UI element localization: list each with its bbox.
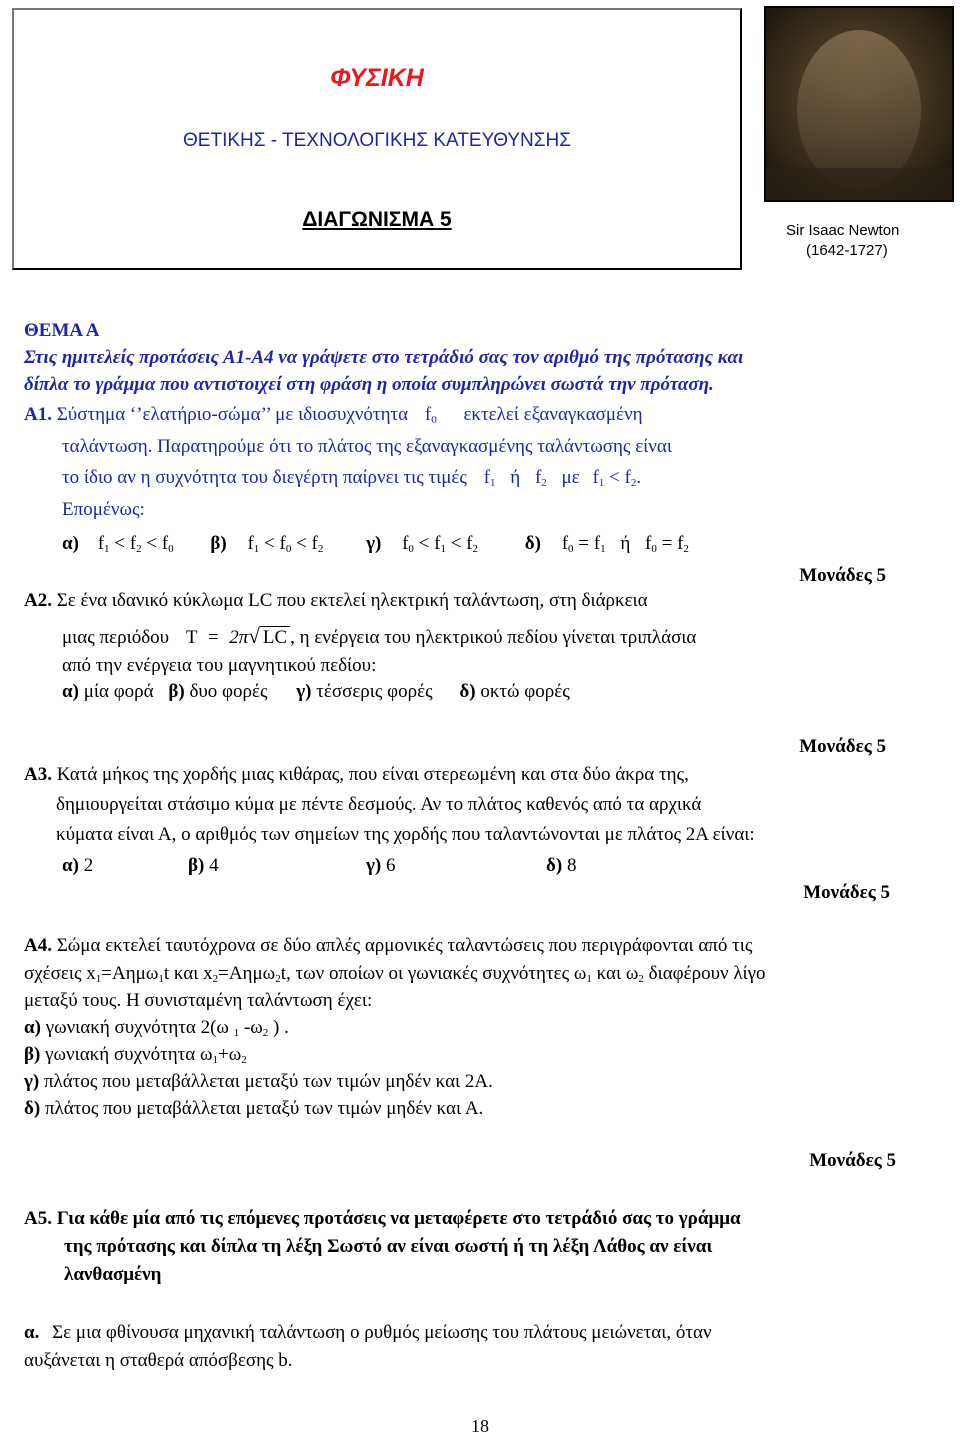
theme-heading: ΘΕΜΑ Α <box>24 320 100 341</box>
a1-opt-c-label: γ) <box>366 533 382 554</box>
a2-label: Α2. <box>24 590 52 611</box>
a1-therefore: Επομένως: <box>62 499 145 520</box>
a2-line2: μιας περιόδου T = 2π√ LC , η ενέργεια του ηλεκτρικού πεδίου γίνεται τριπλάσια <box>62 624 697 648</box>
a1-options <box>62 533 689 555</box>
a5-item-line1: α. Σε μια φθίνουσα μηχανική ταλάντωση ο ρυθμός μείωσης του πλάτους μειώνεται, όταν <box>24 1322 712 1343</box>
a2-opt-c: τέσσερις φορές <box>316 681 433 702</box>
a5-line2: της πρότασης και δίπλα τη λέξη Σωστό αν είναι σωστή ή τη λέξη Λάθος αν είναι <box>64 1236 713 1257</box>
a1-opt-a: $f_1 < f_2 < f_0$ <box>97 533 174 555</box>
a2-line1: Α2. Σε ένα ιδανικό κύκλωμα LC που εκτελεί ηλεκτρική ταλάντωση, στη διάρκεια <box>24 590 648 611</box>
a3-line1: Α3. Κατά μήκος της χορδής μιας κιθάρας, που είναι στερεωμένη και στα δύο άκρα της, <box>24 764 689 785</box>
subject-title: ΦΥΣΙΚΗ <box>330 64 424 92</box>
a2-opt-a: μία φορά <box>83 681 154 702</box>
a1-line1 <box>24 404 643 426</box>
a4-marks: Μονάδες 5 <box>809 1150 896 1171</box>
a1-f0: $f_0$ <box>424 404 437 426</box>
a4-opt-d: δ) πλάτος που μεταβάλλεται μεταξύ των τιμών μηδέν και Α. <box>24 1098 484 1119</box>
a3-opt-d-wrap: δ) 8 <box>546 855 577 876</box>
a2-options: α) μία φορά β) δυο φορές γ) τέσσερις φορές δ) οκτώ φορές <box>62 681 570 702</box>
title-box <box>12 8 742 270</box>
a4-line3: μεταξύ τους. Η συνισταμένη ταλάντωση έχει: <box>24 990 373 1011</box>
period-formula: T = 2π√ LC <box>186 627 290 648</box>
a3-opt-c-wrap: γ) 6 <box>366 855 396 876</box>
a1-opt-d: $f_0 = f_1$ ή $f_0 = f_2$ <box>561 533 689 555</box>
a3-opt-d: 8 <box>566 855 577 876</box>
a3-opt-c: 6 <box>385 855 396 876</box>
portrait-image <box>764 6 954 202</box>
a1-opt-c: $f_0 < f_1 < f_2$ <box>402 533 479 555</box>
a3-line2: δημιουργείται στάσιμο κύμα με πέντε δεσμούς. Αν το πλάτος καθενός από τα αρχικά <box>56 794 702 815</box>
a5-line3: λανθασμένη <box>64 1264 162 1285</box>
a4-opt-b: β) γωνιακή συχνότητα $\omega_1+\omega_2$ <box>24 1044 247 1066</box>
a5-item-label: α. <box>24 1322 40 1343</box>
a1-opt-b: $f_1 < f_0 < f_2$ <box>247 533 324 555</box>
a4-opt-c: γ) πλάτος που μεταβάλλεται μεταξύ των τιμών μηδέν και 2Α. <box>24 1071 493 1092</box>
a3-opt-b: 4 <box>209 855 219 876</box>
a1-line1-text-end: εκτελεί εξαναγκασμένη <box>463 404 643 425</box>
a2-line3: από την ενέργεια του μαγνητικού πεδίου: <box>62 655 377 676</box>
direction-subtitle: ΘΕΤΙΚΗΣ - ΤΕΧΝΟΛΟΓΙΚΗΣ ΚΑΤΕΥΘΥΝΣΗΣ <box>183 130 571 151</box>
a4-line1: Α4. Σώμα εκτελεί ταυτόχρονα σε δύο απλές αρμονικές ταλαντώσεις που περιγράφονται από τις <box>24 935 753 956</box>
a1-opt-b-label: β) <box>210 533 227 554</box>
a5-label: Α5. <box>24 1208 52 1229</box>
instructions-line2: δίπλα το γράμμα που αντιστοιχεί στη φράση η οποία συμπληρώνει σωστά την πρόταση. <box>24 374 714 395</box>
a4-label: Α4. <box>24 935 52 956</box>
exam-title: ΔΙΑΓΩΝΙΣΜΑ 5 <box>302 208 452 231</box>
page-number: 18 <box>471 1416 489 1436</box>
a4-line2: σχέσεις $x_1=A\eta\mu\omega_1t$ και $x_2=A\eta\mu\omega_2t$, των οποίων οι γωνιακές συχνότητες $\omega_1$ και $\omega_2$ διαφέρουν λίγο <box>24 963 766 985</box>
instructions-line1: Στις ημιτελείς προτάσεις Α1-Α4 να γράψετε στο τετράδιό σας τον αριθμό της πρότασης και <box>24 347 744 368</box>
a3-opt-a: 2 <box>83 855 94 876</box>
a3-marks: Μονάδες 5 <box>803 882 890 903</box>
a3-label: Α3. <box>24 764 52 785</box>
a4-opt-a: α) γωνιακή συχνότητα 2(ω $_1$ $-\omega_2$ ) . <box>24 1017 289 1039</box>
portrait-caption-years: (1642-1727) <box>806 242 888 259</box>
a1-line1-text: Σύστημα ‘’ελατήριο-σώμα’’ με ιδιοσυχνότητα <box>56 404 409 425</box>
a3-options: α) 2 <box>62 855 94 876</box>
a2-opt-d: οκτώ φορές <box>480 681 570 702</box>
a1-marks: Μονάδες 5 <box>799 565 886 586</box>
a3-opt-b-wrap: β) 4 <box>188 855 219 876</box>
a2-marks: Μονάδες 5 <box>799 736 886 757</box>
a1-line2: ταλάντωση. Παρατηρούμε ότι το πλάτος της εξαναγκασμένης ταλάντωσης είναι <box>62 436 672 457</box>
a2-opt-b: δυο φορές <box>189 681 268 702</box>
a1-opt-d-label: δ) <box>524 533 541 554</box>
a1-line3: το ίδιο αν η συχνότητα του διεγέρτη παίρνει τις τιμές $f_1$ ή $f_2$ με $f_1 < f_2$. <box>62 467 642 489</box>
a5-line1: Α5. Για κάθε μία από τις επόμενες προτάσεις να μεταφέρετε στο τετράδιό σας το γράμμα <box>24 1208 741 1229</box>
a1-opt-a-label: α) <box>62 533 79 554</box>
a5-item-line2: αυξάνεται η σταθερά απόσβεσης b. <box>24 1350 293 1371</box>
a3-line3: κύματα είναι Α, ο αριθμός των σημείων της χορδής που ταλαντώνονται με πλάτος 2Α είναι: <box>56 824 755 845</box>
a1-label: Α1. <box>24 404 52 425</box>
portrait-caption-name: Sir Isaac Newton <box>786 222 900 239</box>
